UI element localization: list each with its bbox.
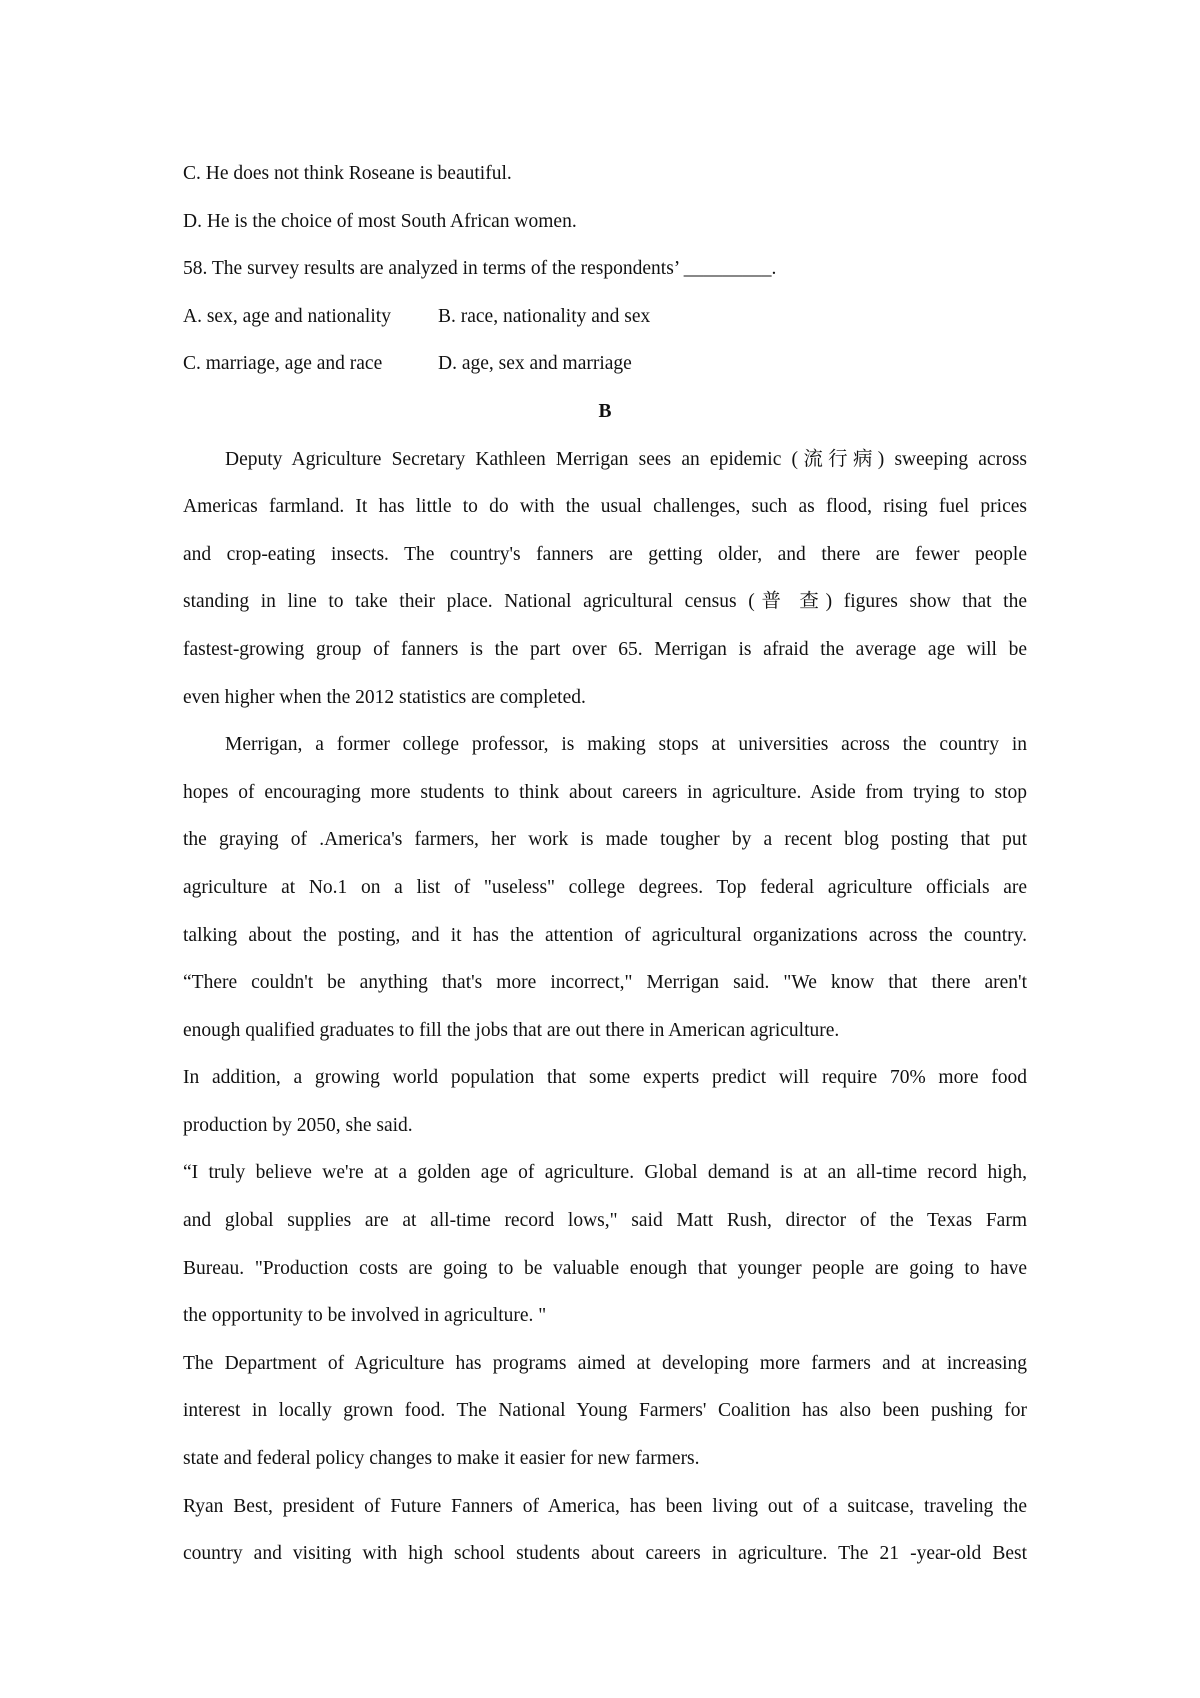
q57-option-d: D. He is the choice of most South African women. [183, 210, 577, 232]
passage-line: Americas farmland. It has little to do with the usual challenges, such as flood, rising fuel prices [183, 496, 1027, 518]
passage-line: the opportunity to be involved in agriculture. " [183, 1305, 547, 1327]
section-heading: B [598, 400, 612, 422]
passage-line: The Department of Agriculture has programs aimed at developing more farmers and at increasing [183, 1352, 1027, 1374]
q57-option-c: C. He does not think Roseane is beautiful. [183, 163, 512, 184]
passage-line: country and visiting with high school students about careers in agriculture. The 21 -year-old Best [183, 1543, 1027, 1565]
passage-line: “I truly believe we're at a golden age of agriculture. Global demand is at an all-time record high, [183, 1162, 1027, 1184]
passage-line: “There couldn't be anything that's more incorrect," Merrigan said. "We know that there aren't [183, 972, 1027, 994]
q58-option-c: C. marriage, age and race [183, 353, 383, 375]
passage-line: fastest-growing group of fanners is the part over 65. Merrigan is afraid the average age will be [183, 638, 1027, 660]
passage-line: Ryan Best, president of Future Fanners of America, has been living out of a suitcase, traveling the [183, 1495, 1027, 1517]
passage-line: standing in line to take their place. National agricultural census (普 查) figures show that the [183, 591, 1027, 613]
passage-line: enough qualified graduates to fill the jobs that are out there in American agriculture. [183, 1019, 840, 1041]
passage-line: In addition, a growing world population that some experts predict will require 70% more food [183, 1067, 1027, 1089]
q58-options-row-2 [183, 340, 1027, 388]
passage-line: and global supplies are at all-time record lows," said Matt Rush, director of the Texas Farm [183, 1210, 1027, 1232]
q58-option-b: B. race, nationality and sex [438, 305, 651, 327]
passage-line: talking about the posting, and it has the attention of agricultural organizations across the country. [183, 924, 1027, 946]
passage-line: Deputy Agriculture Secretary Kathleen Merrigan sees an epidemic (流行病) sweeping across [225, 448, 1027, 470]
passage-line: Merrigan, a former college professor, is making stops at universities across the country in [225, 734, 1027, 756]
q58-stem: 58. The survey results are analyzed in terms of the respondents’ _________. [183, 258, 777, 280]
document-page [183, 150, 1027, 1578]
passage-line: and crop-eating insects. The country's fanners are getting older, and there are fewer people [183, 543, 1027, 565]
q58-option-a: A. sex, age and nationality [183, 305, 391, 327]
passage-line: even higher when the 2012 statistics are completed. [183, 686, 586, 708]
q58-option-d: D. age, sex and marriage [438, 353, 632, 375]
q58-options-row-1 [183, 293, 1027, 341]
passage-line: state and federal policy changes to make it easier for new farmers. [183, 1448, 700, 1470]
passage-line: Bureau. "Production costs are going to be valuable enough that younger people are going to have [183, 1257, 1027, 1279]
passage-line: production by 2050, she said. [183, 1114, 413, 1136]
passage-line: hopes of encouraging more students to think about careers in agriculture. Aside from trying to stop [183, 781, 1027, 803]
passage-line: interest in locally grown food. The National Young Farmers' Coalition has also been pushing for [183, 1400, 1027, 1422]
passage-line: agriculture at No.1 on a list of "useless" college degrees. Top federal agriculture officials are [183, 876, 1027, 898]
passage-line: the graying of .America's farmers, her work is made tougher by a recent blog posting that put [183, 829, 1027, 851]
